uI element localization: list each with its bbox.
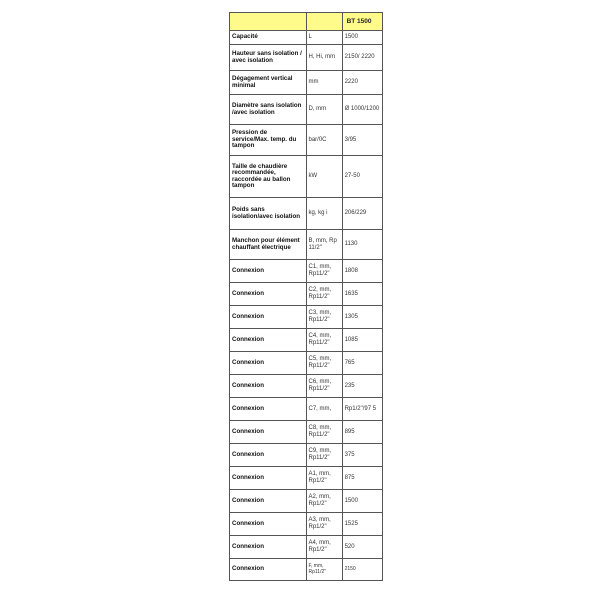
row-unit: C9, mm, Rp11/2" (306, 444, 342, 467)
row-value: 2150 (342, 559, 382, 581)
table-row (230, 95, 383, 125)
row-label: Connexion (230, 444, 307, 467)
row-value: 765 (342, 352, 382, 375)
row-unit: C4, mm, Rp11/2" (306, 329, 342, 352)
row-label: Dégagement vertical minimal (230, 71, 307, 95)
row-value: Ø 1000/1200 (342, 95, 382, 125)
row-label: Connexion (230, 536, 307, 559)
row-unit: L (306, 31, 342, 45)
row-label: Hauteur sans isolation / avec isolation (230, 45, 307, 71)
row-value: 1085 (342, 329, 382, 352)
row-unit: C1, mm, Rp11/2" (306, 260, 342, 283)
row-value: 520 (342, 536, 382, 559)
header-unit-cell (306, 13, 342, 31)
row-label: Pression de service/Max. temp. du tampon (230, 125, 307, 156)
row-unit: C3, mm, Rp11/2" (306, 306, 342, 329)
row-value: 206/229 (342, 198, 382, 230)
row-unit: A1, mm, Rp1/2" (306, 467, 342, 490)
spec-table (229, 12, 383, 581)
row-unit: A2, mm, Rp1/2" (306, 490, 342, 513)
row-label: Connexion (230, 375, 307, 398)
row-unit: D, mm (306, 95, 342, 125)
row-unit: A4, mm, Rp1/2" (306, 536, 342, 559)
row-label: Diamètre sans isolation /avec isolation (230, 95, 307, 125)
row-value: 375 (342, 444, 382, 467)
table-row (230, 559, 383, 581)
row-value: 1305 (342, 306, 382, 329)
row-label: Connexion (230, 398, 307, 421)
row-label: Connexion (230, 421, 307, 444)
row-label: Connexion (230, 467, 307, 490)
row-label: Connexion (230, 490, 307, 513)
row-value: 1130 (342, 230, 382, 260)
row-label: Connexion (230, 352, 307, 375)
header-model-cell: BT 1500 (342, 13, 382, 31)
row-unit: A3, mm, Rp1/2" (306, 513, 342, 536)
table-row (230, 71, 383, 95)
row-value: 235 (342, 375, 382, 398)
table-row (230, 260, 383, 283)
row-unit: B, mm, Rp 11/2" (306, 230, 342, 260)
table-row (230, 306, 383, 329)
row-unit: mm (306, 71, 342, 95)
table-row (230, 283, 383, 306)
row-label: Connexion (230, 559, 307, 581)
row-value: 3/95 (342, 125, 382, 156)
row-value: 1525 (342, 513, 382, 536)
row-label: Connexion (230, 283, 307, 306)
table-row (230, 467, 383, 490)
table-row (230, 31, 383, 45)
row-unit: C2, mm, Rp11/2" (306, 283, 342, 306)
row-unit: bar/0C (306, 125, 342, 156)
row-value: 2220 (342, 71, 382, 95)
row-unit: C7, mm, (306, 398, 342, 421)
row-value: Rp1/2"/97 5 (342, 398, 382, 421)
table-row (230, 45, 383, 71)
row-label: Capacité (230, 31, 307, 45)
table-row (230, 156, 383, 198)
header-label-cell (230, 13, 307, 31)
table-row (230, 421, 383, 444)
row-value: 2150/ 2220 (342, 45, 382, 71)
table-row (230, 352, 383, 375)
row-label: Connexion (230, 329, 307, 352)
table-row (230, 125, 383, 156)
table-row (230, 444, 383, 467)
table-row (230, 490, 383, 513)
table-header-row (230, 13, 383, 31)
row-label: Connexion (230, 260, 307, 283)
row-value: 1500 (342, 31, 382, 45)
row-unit: C6, mm, Rp11/2" (306, 375, 342, 398)
table-row (230, 375, 383, 398)
table-row (230, 198, 383, 230)
row-value: 1635 (342, 283, 382, 306)
row-unit: C5, mm, Rp11/2" (306, 352, 342, 375)
row-label: Connexion (230, 513, 307, 536)
row-unit: kW (306, 156, 342, 198)
row-unit: kg, kg i (306, 198, 342, 230)
row-label: Connexion (230, 306, 307, 329)
row-unit: C8, mm, Rp11/2" (306, 421, 342, 444)
row-value: 895 (342, 421, 382, 444)
row-value: 875 (342, 467, 382, 490)
table-row (230, 329, 383, 352)
table-row (230, 230, 383, 260)
row-label: Poids sans isolation/avec isolation (230, 198, 307, 230)
table-row (230, 536, 383, 559)
row-label: Manchon pour élément chauffant électrique (230, 230, 307, 260)
table-row (230, 398, 383, 421)
row-label: Taille de chaudière recommandée, raccordée au ballon tampon (230, 156, 307, 198)
row-unit: F, mm, Rp11/2" (306, 559, 342, 581)
table-row (230, 513, 383, 536)
row-value: 1808 (342, 260, 382, 283)
row-unit: H, Hi, mm (306, 45, 342, 71)
row-value: 27-50 (342, 156, 382, 198)
row-value: 1500 (342, 490, 382, 513)
